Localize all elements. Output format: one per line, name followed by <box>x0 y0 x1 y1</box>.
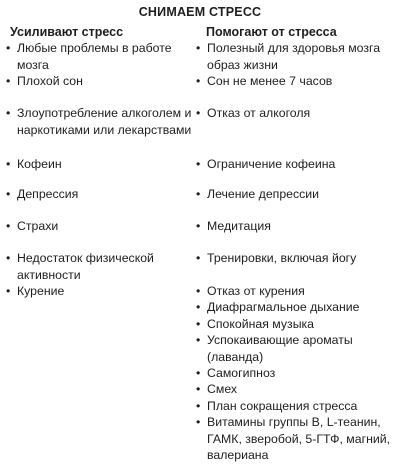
list-item-text: Любые проблемы в работе мозга <box>17 41 172 72</box>
list-item <box>6 40 197 73</box>
list-item <box>196 283 397 300</box>
list-item-text: Плохой сон <box>17 74 83 88</box>
page-title: СНИМАЕМ СТРЕСС <box>138 5 262 19</box>
bullet-icon: • <box>6 157 11 171</box>
list-item-text: План сокращения стресса <box>207 399 358 413</box>
list-item <box>196 40 397 73</box>
list-item <box>6 250 197 283</box>
bullet-icon: • <box>196 219 201 233</box>
bullet-icon: • <box>196 382 201 396</box>
list-item-text: Лечение депрессии <box>207 187 320 201</box>
bullet-icon: • <box>6 41 11 55</box>
list-item-text: Самогипноз <box>207 366 276 380</box>
list-item-text: Курение <box>17 284 65 298</box>
bullet-icon: • <box>196 187 201 201</box>
bullet-icon: • <box>6 284 11 298</box>
list-item-text: Ограничение кофеина <box>207 157 336 171</box>
list-item <box>196 299 397 316</box>
list-item-text: Спокойная музыка <box>207 317 315 331</box>
bullet-icon: • <box>196 366 201 380</box>
list-item-text: Страхи <box>17 219 59 233</box>
bullet-icon: • <box>196 157 201 171</box>
list-item-text: Полезный для здоровья мозга образ жизни <box>207 41 381 72</box>
list-item <box>196 186 397 203</box>
list-item <box>196 250 397 267</box>
bullet-icon: • <box>196 284 201 298</box>
list-item <box>196 414 397 464</box>
left-column-header: Усиливают стресс <box>10 25 124 39</box>
list-item <box>6 218 197 235</box>
bullet-icon: • <box>6 187 11 201</box>
list-item-text: Тренировки, включая йогу <box>207 251 357 265</box>
bullet-icon: • <box>196 317 201 331</box>
list-item <box>196 218 397 235</box>
list-item-text: Успокаивающие ароматы (лаванда) <box>207 333 353 364</box>
list-item <box>6 156 197 173</box>
bullet-icon: • <box>196 415 201 429</box>
bullet-icon: • <box>196 333 201 347</box>
list-item <box>6 186 197 203</box>
bullet-icon: • <box>196 300 201 314</box>
list-item-text: Отказ от курения <box>207 284 305 298</box>
list-item-text: Отказ от алкоголя <box>207 106 311 120</box>
bullet-icon: • <box>6 74 11 88</box>
list-item <box>6 283 197 300</box>
bullet-icon: • <box>196 41 201 55</box>
list-item <box>196 398 397 415</box>
list-item <box>196 156 397 173</box>
bullet-icon: • <box>196 106 201 120</box>
bullet-icon: • <box>6 106 11 120</box>
bullet-icon: • <box>196 251 201 265</box>
list-item <box>196 105 397 122</box>
list-item-text: Диафрагмальное дыхание <box>207 300 360 314</box>
list-item <box>196 316 397 333</box>
list-item-text: Злоупотребление алкоголем и наркотиками или лекарствами <box>17 106 192 137</box>
list-item-text: Медитация <box>207 219 271 233</box>
list-item-text: Витамины группы В, L-теанин, ГАМК, зверобой, 5-ГТФ, магний, валериана <box>207 415 391 462</box>
bullet-icon: • <box>6 251 11 265</box>
list-item <box>6 73 197 90</box>
list-item <box>196 381 397 398</box>
list-item <box>196 365 397 382</box>
list-item <box>196 73 397 90</box>
list-item <box>6 105 197 138</box>
bullet-icon: • <box>196 399 201 413</box>
list-item-text: Недостаток физической активности <box>17 251 154 282</box>
list-item-text: Смех <box>207 382 238 396</box>
list-item-text: Депрессия <box>17 187 79 201</box>
bullet-icon: • <box>6 219 11 233</box>
bullet-icon: • <box>196 74 201 88</box>
list-item-text: Сон не менее 7 часов <box>207 74 333 88</box>
list-item-text: Кофеин <box>17 157 62 171</box>
list-item <box>196 332 397 365</box>
right-column-header: Помогают от стресса <box>206 25 337 39</box>
